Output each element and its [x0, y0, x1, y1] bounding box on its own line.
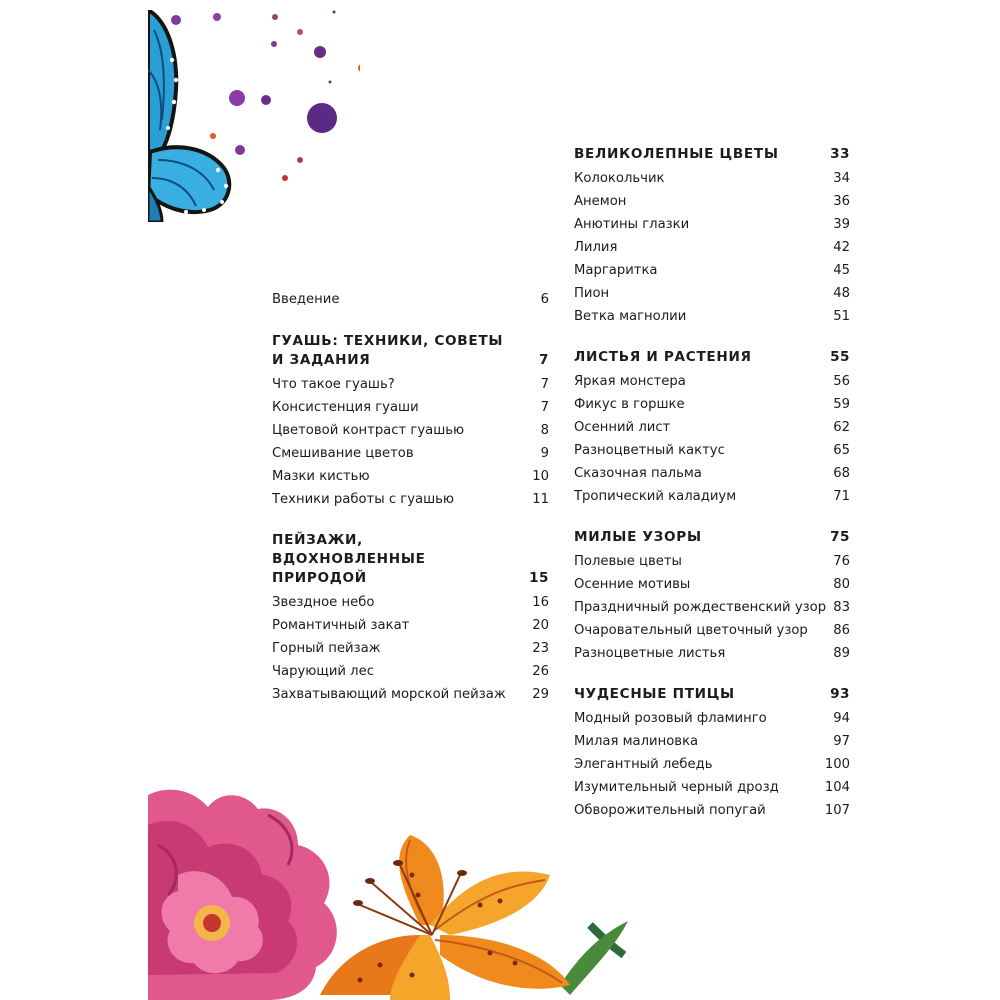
toc-entry[interactable]: [574, 642, 850, 665]
toc-entry-title: Что такое гуашь?: [272, 377, 395, 392]
toc-entry-title: Обворожительный попугай: [574, 803, 766, 818]
toc-entry-title: Анемон: [574, 194, 627, 209]
toc-section-heading[interactable]: [574, 347, 850, 370]
toc-entry-page: 39: [833, 217, 850, 232]
toc-entry-page: 107: [824, 803, 850, 818]
toc-entry-title: Колокольчик: [574, 171, 665, 186]
toc-section-title: ПЕЙЗАЖИ, ВДОХНОВЛЕННЫЕ ПРИРОДОЙ: [272, 532, 426, 586]
toc-entry[interactable]: [574, 776, 850, 799]
toc-entry[interactable]: [574, 707, 850, 730]
toc-entry-page: 68: [833, 466, 850, 481]
toc-entry[interactable]: [574, 236, 850, 259]
toc-entry-page: 65: [833, 443, 850, 458]
toc-entry[interactable]: [272, 614, 549, 637]
toc-entry[interactable]: [574, 462, 850, 485]
toc-entry[interactable]: [574, 167, 850, 190]
paint-splatter-icon: [160, 0, 360, 200]
toc-entry-page: 89: [833, 646, 850, 661]
toc-entry-page: 8: [540, 423, 549, 438]
toc-entry-page: 20: [532, 618, 549, 633]
toc-section-page: 75: [830, 529, 850, 545]
toc-entry-title: Изумительный черный дрозд: [574, 780, 779, 795]
toc-section: [574, 527, 850, 665]
toc-section: [272, 530, 549, 706]
toc-section-heading[interactable]: [272, 331, 549, 373]
toc-section: [574, 347, 850, 508]
toc-entry-title: Сказочная пальма: [574, 466, 702, 481]
toc-section-page: 55: [830, 349, 850, 365]
toc-section-heading[interactable]: [574, 684, 850, 707]
toc-section: [272, 331, 549, 511]
toc-entry[interactable]: [272, 465, 549, 488]
toc-entry-page: 86: [833, 623, 850, 638]
toc-entry-title: Захватывающий морской пейзаж: [272, 687, 506, 702]
toc-entry[interactable]: [272, 419, 549, 442]
toc-entry-title: Очаровательный цветочный узор: [574, 623, 808, 638]
toc-entry-title: Маргаритка: [574, 263, 658, 278]
toc-section-heading[interactable]: [574, 527, 850, 550]
toc-entry-page: 48: [833, 286, 850, 301]
toc-entry-title: Модный розовый фламинго: [574, 711, 767, 726]
toc-entry[interactable]: [574, 485, 850, 508]
toc-entry[interactable]: [574, 799, 850, 822]
toc-entry[interactable]: [272, 373, 549, 396]
toc-entry[interactable]: [574, 190, 850, 213]
toc-entry[interactable]: [272, 488, 549, 511]
toc-entry-title: Лилия: [574, 240, 618, 255]
toc-entry-title: Мазки кистью: [272, 469, 370, 484]
toc-entry-page: 83: [833, 600, 850, 615]
toc-section-page: 93: [830, 686, 850, 702]
toc-entry-page: 9: [540, 446, 549, 461]
toc-entry-title: Яркая монстера: [574, 374, 686, 389]
toc-entry-page: 62: [833, 420, 850, 435]
toc-entry[interactable]: [272, 637, 549, 660]
toc-entry-title: Введение: [272, 292, 340, 307]
toc-entry[interactable]: [574, 573, 850, 596]
toc-section-page: 15: [529, 570, 549, 586]
toc-entry-page: 59: [833, 397, 850, 412]
toc-entry-page: 36: [833, 194, 850, 209]
toc-entry[interactable]: [272, 442, 549, 465]
toc-entry[interactable]: [574, 282, 850, 305]
toc-entry-title: Анютины глазки: [574, 217, 690, 232]
toc-entry-title: Консистенция гуаши: [272, 400, 419, 415]
toc-entry-title: Ветка магнолии: [574, 309, 687, 324]
toc-entry-title: Полевые цветы: [574, 554, 682, 569]
toc-section-title: ГУАШЬ: ТЕХНИКИ, СОВЕТЫ И ЗАДАНИЯ: [272, 333, 504, 368]
toc-entry-title: Пион: [574, 286, 610, 301]
toc-entry[interactable]: [272, 396, 549, 419]
toc-entry[interactable]: [574, 416, 850, 439]
toc-entry-page: 76: [833, 554, 850, 569]
toc-entry-page: 29: [532, 687, 549, 702]
toc-entry-page: 7: [540, 400, 549, 415]
toc-entry[interactable]: [272, 660, 549, 683]
toc-entry[interactable]: [574, 730, 850, 753]
toc-entry-page: 56: [833, 374, 850, 389]
toc-entry-page: 51: [833, 309, 850, 324]
toc-entry-title: Романтичный закат: [272, 618, 410, 633]
toc-entry[interactable]: [574, 305, 850, 328]
toc-entry[interactable]: [574, 753, 850, 776]
toc-section: [574, 144, 850, 328]
toc-left-column: [272, 288, 549, 706]
toc-entry-page: 26: [532, 664, 549, 679]
toc-entry-title: Осенние мотивы: [574, 577, 691, 592]
toc-entry[interactable]: [574, 550, 850, 573]
toc-entry-title: Техники работы с гуашью: [272, 492, 455, 507]
toc-entry-page: 6: [540, 292, 549, 307]
toc-section-title: МИЛЫЕ УЗОРЫ: [574, 529, 702, 545]
toc-entry[interactable]: [574, 596, 850, 619]
toc-entry-page: 104: [824, 780, 850, 795]
toc-entry[interactable]: [574, 213, 850, 236]
toc-entry[interactable]: [574, 439, 850, 462]
toc-entry-page: 71: [833, 489, 850, 504]
toc-right-column: [574, 144, 850, 822]
toc-section-title: ЧУДЕСНЫЕ ПТИЦЫ: [574, 686, 735, 702]
toc-entry-page: 45: [833, 263, 850, 278]
toc-section-title: ВЕЛИКОЛЕПНЫЕ ЦВЕТЫ: [574, 146, 779, 162]
toc-entry-title: Разноцветный кактус: [574, 443, 725, 458]
toc-entry-title: Смешивание цветов: [272, 446, 414, 461]
toc-entry-title: Фикус в горшке: [574, 397, 685, 412]
toc-entry-page: 80: [833, 577, 850, 592]
toc-entry-title: Разноцветные листья: [574, 646, 726, 661]
toc-entry[interactable]: [574, 370, 850, 393]
toc-entry[interactable]: [272, 683, 549, 706]
toc-entry-title: Чарующий лес: [272, 664, 374, 679]
toc-entry-title: Осенний лист: [574, 420, 671, 435]
toc-entry-page: 11: [532, 492, 549, 507]
toc-section: [574, 684, 850, 822]
toc-entry-page: 7: [540, 377, 549, 392]
toc-section-heading[interactable]: [272, 530, 549, 591]
toc-entry[interactable]: [574, 393, 850, 416]
toc-entry-page: 42: [833, 240, 850, 255]
toc-entry-page: 23: [532, 641, 549, 656]
toc-section-heading[interactable]: [574, 144, 850, 167]
toc-entry-page: 10: [532, 469, 549, 484]
toc-entry-title: Милая малиновка: [574, 734, 699, 749]
toc-section-page: 7: [539, 352, 549, 368]
toc-section-page: 33: [830, 146, 850, 162]
toc-entry-page: 34: [833, 171, 850, 186]
toc-entry-page: 94: [833, 711, 850, 726]
toc-entry-title: Элегантный лебедь: [574, 757, 713, 772]
tiger-lily-icon: [300, 835, 630, 1000]
toc-entry[interactable]: [272, 288, 549, 311]
toc-entry-title: Горный пейзаж: [272, 641, 381, 656]
toc-entry-page: 97: [833, 734, 850, 749]
toc-entry-title: Цветовой контраст гуашью: [272, 423, 465, 438]
toc-entry[interactable]: [272, 591, 549, 614]
toc-entry[interactable]: [574, 259, 850, 282]
toc-entry-title: Звездное небо: [272, 595, 375, 610]
toc-section-title: ЛИСТЬЯ И РАСТЕНИЯ: [574, 349, 752, 365]
toc-entry-title: Праздничный рождественский узор: [574, 600, 827, 615]
toc-entry[interactable]: [574, 619, 850, 642]
toc-entry-page: 16: [532, 595, 549, 610]
toc-entry-page: 100: [824, 757, 850, 772]
toc-entry-title: Тропический каладиум: [574, 489, 737, 504]
